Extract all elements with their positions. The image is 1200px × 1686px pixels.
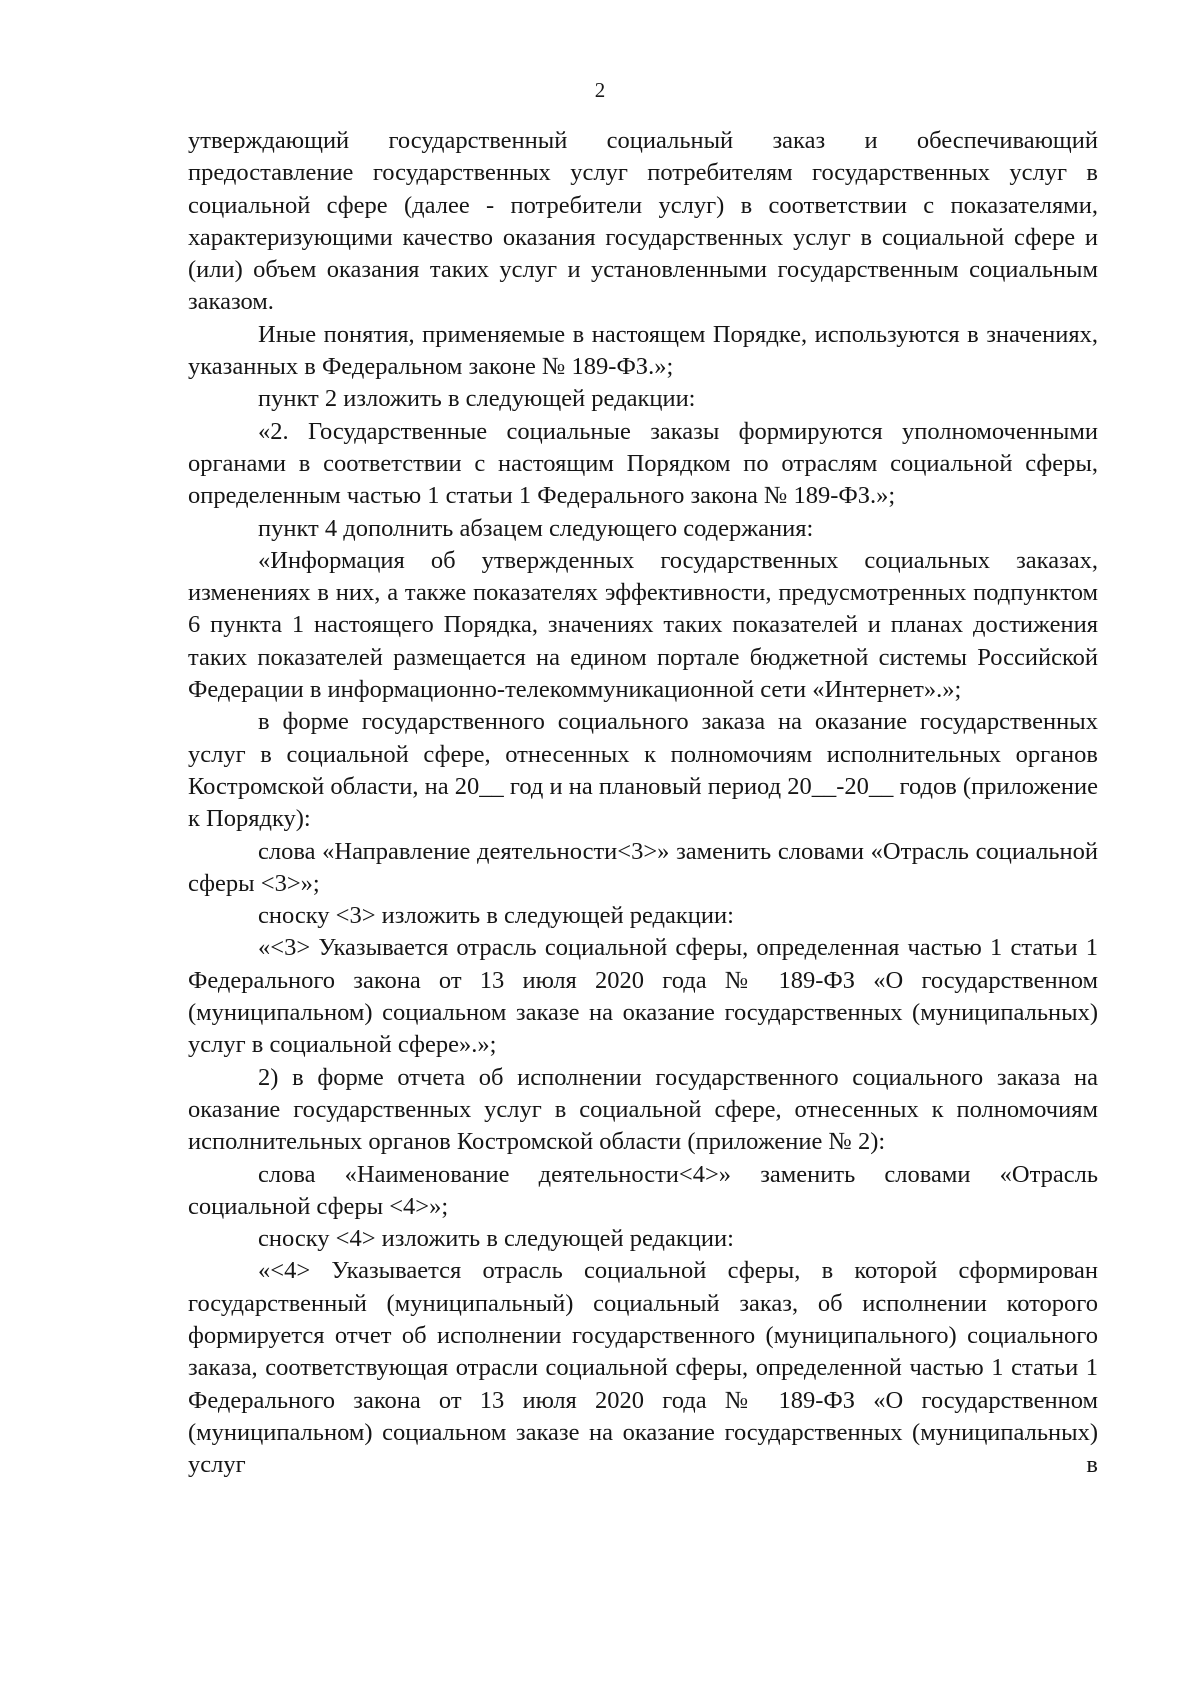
paragraph-item-2-instruction: пункт 2 изложить в следующей редакции: (258, 385, 696, 413)
paragraph-footnote-4-text: «<4> Указывается отрасль социальной сферы, в которой сформирован государственный (муниципальный) социальный заказ, об исполнении которого формируется отчет об исполнении государственного (муниципального) социального заказа, соответствующая отрасли социальной сферы, определенной частью 1 статьи 1 Федерального закона от 13 июля 2020 года № 189-ФЗ «О государственном (муниципальном) социальном заказе на оказание государственных (муниципальных) услуг в (188, 1257, 1098, 1479)
page-number: 2 (594, 78, 606, 102)
paragraph-footnote-3-instruction: сноску <3> изложить в следующей редакции: (258, 902, 734, 930)
paragraph-other-terms: Иные понятия, применяемые в настоящем Порядке, используются в значениях, указанных в Федеральном законе № 189-ФЗ.»; (188, 320, 1098, 381)
paragraph-continuation: утверждающий государственный социальный заказ и обеспечивающий предоставление государственных услуг потребителям государственных услуг в социальной сфере (далее - потребители услуг) в соответствии с показателями, характеризующими качество оказания государственных услуг в социальной сфере и (или) объем оказания таких услуг и установленными государственным социальным заказом. (188, 127, 1098, 316)
paragraph-words-replace-4: слова «Наименование деятельности<4>» заменить словами «Отрасль социальной сферы <4>»; (188, 1160, 1098, 1220)
paragraph-words-replace-3: слова «Направление деятельности<3>» заменить словами «Отрасль социальной сферы <3>»; (188, 837, 1098, 897)
paragraph-footnote-3-text: «<3> Указывается отрасль социальной сферы, определенная частью 1 статьи 1 Федерального закона от 13 июля 2020 года № 189-ФЗ «О государственном (муниципальном) социальном заказе на оказание государственных (муниципальных) услуг в социальной сфере».»; (188, 934, 1098, 1059)
document-body (188, 125, 1098, 1481)
paragraph-item-4-text: «Информация об утвержденных государственных социальных заказах, изменениях в них, а также показателях эффективности, предусмотренных подпунктом 6 пункта 1 настоящего Порядка, значениях таких показателей и планах достижения таких показателей размещается на едином портале бюджетной системы Российской Федерации в информационно-телекоммуникационной сети «Интернет».»; (188, 546, 1098, 704)
paragraph-order-form: в форме государственного социального заказа на оказание государственных услуг в социальной сфере, отнесенных к полномочиям исполнительных органов Костромской области, на 20__ год и на плановый период 20__-20__ годов (приложение к Порядку): (188, 708, 1098, 833)
paragraph-item-4-instruction: пункт 4 дополнить абзацем следующего содержания: (258, 514, 814, 542)
paragraph-report-form: 2) в форме отчета об исполнении государственного социального заказа на оказание государственных услуг в социальной сфере, отнесенных к полномочиям исполнительных органов Костромской области (приложение № 2): (188, 1063, 1098, 1156)
paragraph-footnote-4-instruction: сноску <4> изложить в следующей редакции: (258, 1225, 734, 1253)
paragraph-item-2-text: «2. Государственные социальные заказы формируются уполномоченными органами в соответствии с настоящим Порядком по отраслям социальной сферы, определенным частью 1 статьи 1 Федерального закона № 189-ФЗ.»; (188, 417, 1098, 510)
